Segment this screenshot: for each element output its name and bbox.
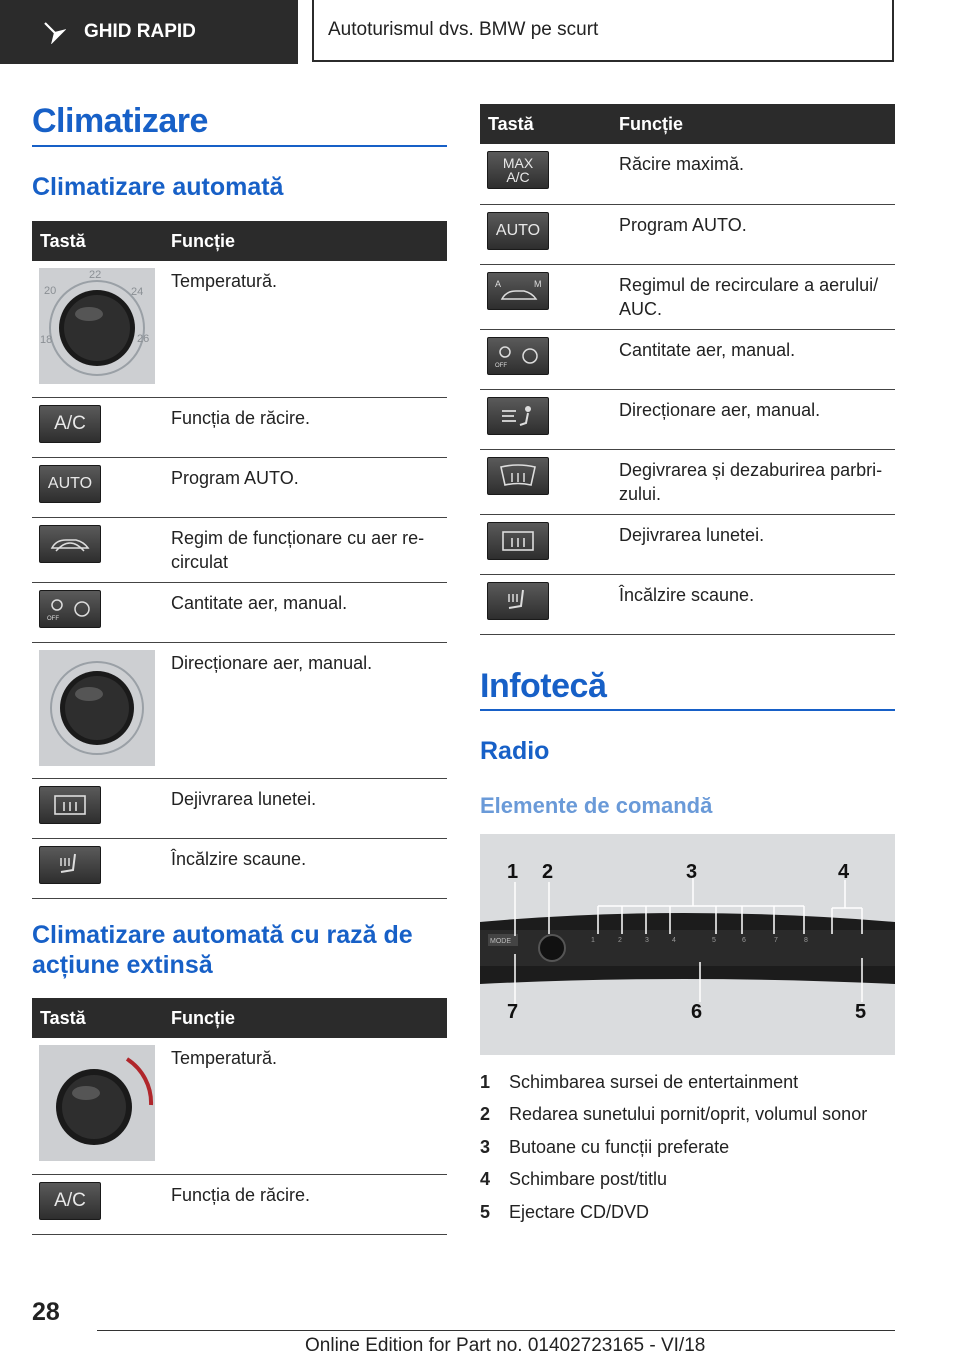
function-table-3 xyxy=(480,104,895,635)
svg-text:M: M xyxy=(534,278,542,289)
recirculation-icon xyxy=(39,525,101,563)
svg-text:22: 22 xyxy=(89,269,102,281)
max-ac-button-icon: MAX A/C xyxy=(487,151,549,189)
svg-text:7: 7 xyxy=(507,1001,519,1023)
col-tasta: Tastă xyxy=(32,998,163,1038)
table-row xyxy=(480,329,895,389)
table-row xyxy=(480,264,895,329)
svg-text:OFF: OFF xyxy=(495,362,507,369)
table-row xyxy=(32,261,447,397)
auc-recirculation-icon xyxy=(487,272,549,310)
auto-button-icon: AUTO xyxy=(487,212,549,250)
ac-button-icon: A/C xyxy=(39,405,101,443)
svg-text:24: 24 xyxy=(131,286,144,298)
fn-cooling: Funcția de răcire. xyxy=(163,1174,447,1234)
list-item: 2 Redarea sunetului pornit/oprit, volumul sonor xyxy=(480,1104,868,1125)
fn-fan: Cantitate aer, manual. xyxy=(163,582,447,642)
auto-button-icon: AUTO xyxy=(39,465,101,503)
page-title-climatizare: Climatizare xyxy=(32,102,208,140)
list-item: 5 Ejectare CD/DVD xyxy=(480,1201,650,1222)
svg-text:MODE: MODE xyxy=(490,938,511,945)
fn-temperature: Temperatură. xyxy=(163,1038,447,1174)
svg-text:4: 4 xyxy=(838,861,850,883)
fan-icon xyxy=(487,337,549,375)
table-row xyxy=(32,517,447,582)
temperature-knob-icon xyxy=(39,1045,155,1161)
function-table-1 xyxy=(32,221,447,899)
table-row xyxy=(32,778,447,838)
list-item: 1 Schimbarea sursei de entertainment xyxy=(480,1071,799,1092)
fn-temperature: Temperatură. xyxy=(163,261,447,397)
table-row xyxy=(480,389,895,449)
table-row xyxy=(32,1038,447,1174)
svg-text:2: 2 xyxy=(542,861,554,883)
fn-max-cooling: Răcire maximă. xyxy=(611,144,895,204)
heading-climatizare-extinsa: Climatizare automată cu rază de acțiune extinsă xyxy=(32,921,413,979)
rear-defrost-icon xyxy=(39,786,101,824)
table-row xyxy=(32,838,447,898)
air-direction-icon xyxy=(487,397,549,435)
title-rule xyxy=(32,145,447,147)
svg-text:A: A xyxy=(495,278,502,289)
heading-climatizare-automata: Climatizare automată xyxy=(32,173,284,201)
col-functie: Funcție xyxy=(611,104,895,144)
fn-auto: Program AUTO. xyxy=(163,457,447,517)
svg-text:2: 2 xyxy=(618,937,622,944)
fn-auto: Program AUTO. xyxy=(611,204,895,264)
fn-seat-heating: Încălzire scaune. xyxy=(163,838,447,898)
svg-text:8: 8 xyxy=(804,937,808,944)
table-row xyxy=(480,449,895,514)
table-row xyxy=(480,144,895,204)
section-title: GHID RAPID xyxy=(84,21,196,42)
svg-text:5: 5 xyxy=(712,937,716,944)
table-row xyxy=(480,574,895,634)
page-number: 28 xyxy=(32,1298,60,1326)
list-item: 3 Butoane cu funcții preferate xyxy=(480,1136,730,1157)
fn-rear-defrost: Dejivrarea lunetei. xyxy=(611,514,895,574)
col-functie: Funcție xyxy=(163,998,447,1038)
fn-rear-defrost: Dejivrarea lunetei. xyxy=(163,778,447,838)
fn-air-direction: Direcționare aer, manual. xyxy=(163,642,447,778)
svg-text:6: 6 xyxy=(742,937,746,944)
footer-rule xyxy=(97,1330,895,1331)
fn-fan: Cantitate aer, manual. xyxy=(611,329,895,389)
ac-button-icon: A/C xyxy=(39,1182,101,1220)
table-row xyxy=(480,204,895,264)
fn-seat-heating: Încălzire scaune. xyxy=(611,574,895,634)
svg-text:OFF: OFF xyxy=(47,615,59,622)
footer-edition: Online Edition for Part no. 01402723165 - VI/18 xyxy=(305,1335,706,1356)
front-defrost-icon xyxy=(487,457,549,495)
fn-air-direction: Direcționare aer, manual. xyxy=(611,389,895,449)
svg-text:3: 3 xyxy=(645,937,649,944)
section-tab[interactable] xyxy=(0,0,298,64)
rear-defrost-icon xyxy=(487,522,549,560)
col-tasta: Tastă xyxy=(32,221,163,261)
seat-heating-icon xyxy=(39,846,101,884)
svg-text:26: 26 xyxy=(137,333,150,345)
legend-list xyxy=(480,1066,867,1229)
svg-text:4: 4 xyxy=(672,937,676,944)
fn-cooling: Funcția de răcire. xyxy=(163,397,447,457)
svg-text:3: 3 xyxy=(686,861,698,883)
heading-radio: Radio xyxy=(480,737,550,765)
fn-recirculation: Regim de funcționare cu aer re-circulat xyxy=(163,517,447,582)
fn-auc: Regimul de recirculare a aerului/ AUC. xyxy=(611,264,895,329)
svg-text:20: 20 xyxy=(44,285,57,297)
fan-icon xyxy=(39,590,101,628)
table-row xyxy=(32,582,447,642)
svg-text:6: 6 xyxy=(691,1001,703,1023)
svg-text:5: 5 xyxy=(855,1001,867,1023)
svg-text:18: 18 xyxy=(40,334,53,346)
list-item: 4 Schimbare post/titlu xyxy=(480,1169,668,1190)
table-row xyxy=(32,1174,447,1234)
air-direction-knob-icon xyxy=(39,650,155,766)
title-rule xyxy=(480,709,895,711)
svg-text:7: 7 xyxy=(774,937,778,944)
quick-guide-icon xyxy=(42,20,66,44)
fn-front-defrost: Degivrarea și dezaburirea parbri-zului. xyxy=(611,449,895,514)
temperature-knob-icon xyxy=(39,268,155,384)
heading-elemente-comanda: Elemente de comandă xyxy=(480,793,713,818)
seat-heating-icon xyxy=(487,582,549,620)
chapter-title: Autoturismul dvs. BMW pe scurt xyxy=(328,19,599,40)
chapter-tab[interactable] xyxy=(312,0,894,62)
svg-text:1: 1 xyxy=(507,861,519,883)
heading-infoteca: Infotecă xyxy=(480,667,607,705)
table-row xyxy=(32,397,447,457)
function-table-2 xyxy=(32,998,447,1235)
table-row xyxy=(480,514,895,574)
radio-controls-image xyxy=(480,834,895,1055)
table-row xyxy=(32,642,447,778)
col-functie: Funcție xyxy=(163,221,447,261)
table-row xyxy=(32,457,447,517)
col-tasta: Tastă xyxy=(480,104,611,144)
svg-text:1: 1 xyxy=(591,937,595,944)
